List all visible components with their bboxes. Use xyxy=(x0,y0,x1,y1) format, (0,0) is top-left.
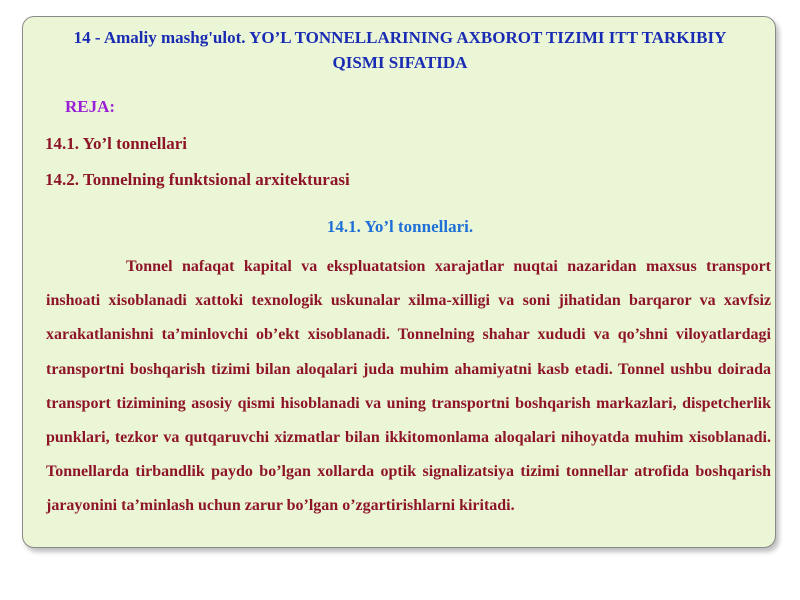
body-paragraph: Tonnel nafaqat kapital va ekspluatatsion xarajatlar nuqtai nazaridan maxsus transport inshoati xisoblanadi xattoki texnologik uskunalar xilma-xilligi va soni jihatidan barqaror va xavfsiz xarakatlanishni ta’minlovchi ob’ekt xisoblanadi. Tonnelning shahar xududi va qo’shni viloyatlardagi transportni boshqarish tizimi bilan aloqalari juda muhim ahamiyatni kasb etadi. Tonnel ushbu doirada transport tizimining asosiy qismi hisoblanadi va uning transportni boshqarish markazlari, dispetcherlik punklari, tezkor va qutqaruvchi xizmatlar bilan ikkitomonlama aloqalari nihoyatda muhim xisoblanadi. Tonnellarda tirbandlik paydo bo’lgan xollarda optik signalizatsiya tizimi tonnellar atrofida boshqarish jarayonini ta’minlash uchun zarur bo’lgan o’zgartirishlarni kiritadi. xyxy=(46,258,771,515)
plan-item-2: 14.2. Tonnelning funktsional arxitekturasi xyxy=(45,170,350,189)
slide-card xyxy=(22,16,776,548)
section-heading: 14.1. Yo’l tonnellari. xyxy=(326,217,474,236)
plan-item-1: 14.1. Yo’l tonnellari xyxy=(45,134,187,153)
document-title: 14 - Amaliy mashg'ulot. YO’L TONNELLARINING AXBOROT TIZIMI ITT TARKIBIY QISMI SIFATIDA xyxy=(73,28,727,72)
reja-label: REJA: xyxy=(65,97,116,116)
